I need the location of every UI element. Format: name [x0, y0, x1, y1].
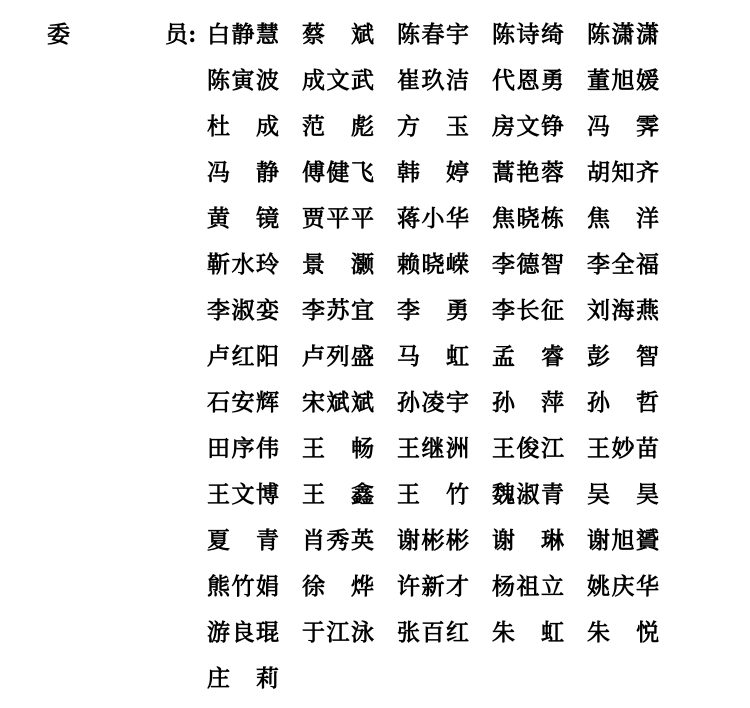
member-name: 孙 哲: [587, 389, 659, 416]
member-name: 谢 琳: [492, 527, 564, 554]
member-name: 黄 镜: [207, 205, 279, 232]
member-name: 焦晓栋: [492, 205, 564, 232]
member-name: 谢旭贇: [587, 527, 659, 554]
member-name: 刘海燕: [587, 297, 659, 324]
member-name: 陈春宇: [397, 21, 469, 48]
member-name: 徐 烨: [302, 573, 374, 600]
member-name: 肖秀英: [302, 527, 374, 554]
member-name: 马 虹: [397, 343, 469, 370]
member-name: 游良琨: [207, 619, 279, 646]
member-name: 李全福: [587, 251, 659, 278]
member-name: 夏 青: [207, 527, 279, 554]
member-name: 朱 悦: [587, 619, 659, 646]
member-name: 王 畅: [302, 435, 374, 462]
member-name: 赖晓嵘: [397, 251, 469, 278]
member-name: 冯 霁: [587, 113, 659, 140]
member-name: 卢列盛: [302, 343, 374, 370]
member-name: 蒿艳蓉: [492, 159, 564, 186]
member-name: 陈寅波: [207, 67, 279, 94]
member-name: 许新才: [397, 573, 469, 600]
member-name: 杜 成: [207, 113, 279, 140]
member-name: 石安辉: [207, 389, 279, 416]
member-name: 景 灏: [302, 251, 374, 278]
member-name: 李德智: [492, 251, 564, 278]
label-char-yuan: 员:: [165, 21, 197, 48]
member-name: 李苏宜: [302, 297, 374, 324]
member-name: 代恩勇: [492, 67, 564, 94]
member-name: 王 鑫: [302, 481, 374, 508]
member-name: 李 勇: [397, 297, 469, 324]
member-name: 成文武: [302, 67, 374, 94]
member-name: 房文铮: [492, 113, 564, 140]
member-name: 蔡 斌: [302, 21, 374, 48]
member-name: 熊竹娟: [207, 573, 279, 600]
member-name: 李长征: [492, 297, 564, 324]
member-name: 李淑娈: [207, 297, 279, 324]
member-name: 谢彬彬: [397, 527, 469, 554]
member-name: 王继洲: [397, 435, 469, 462]
member-name: 焦 洋: [587, 205, 659, 232]
member-name: 田序伟: [207, 435, 279, 462]
member-name: 庄 莉: [207, 665, 279, 692]
label-char-wei: 委: [47, 21, 70, 48]
member-name: 白静慧: [207, 21, 279, 48]
member-name: 胡知齐: [587, 159, 659, 186]
member-name: 王文博: [207, 481, 279, 508]
member-name: 崔玖洁: [397, 67, 469, 94]
member-name: 于江泳: [302, 619, 374, 646]
member-name: 靳水玲: [207, 251, 279, 278]
member-name: 彭 智: [587, 343, 659, 370]
member-name: 方 玉: [397, 113, 469, 140]
member-name: 冯 静: [207, 159, 279, 186]
member-name: 姚庆华: [587, 573, 659, 600]
member-name: 吴 昊: [587, 481, 659, 508]
member-name: 范 彪: [302, 113, 374, 140]
member-name: 孟 睿: [492, 343, 564, 370]
member-name: 王妙苗: [587, 435, 659, 462]
member-name: 贾平平: [302, 205, 374, 232]
member-name: 王 竹: [397, 481, 469, 508]
member-name: 朱 虹: [492, 619, 564, 646]
member-name: 陈潇潇: [587, 21, 659, 48]
member-name: 杨祖立: [492, 573, 564, 600]
member-name: 蒋小华: [397, 205, 469, 232]
member-name: 陈诗绮: [492, 21, 564, 48]
member-name: 傅健飞: [302, 159, 374, 186]
member-name: 孙凌宇: [397, 389, 469, 416]
member-name: 卢红阳: [207, 343, 279, 370]
member-name: 王俊江: [492, 435, 564, 462]
member-names-list: [207, 18, 682, 708]
member-name: 张百红: [397, 619, 469, 646]
member-name: 董旭媛: [587, 67, 659, 94]
member-name: 孙 萍: [492, 389, 564, 416]
member-name: 宋斌斌: [302, 389, 374, 416]
member-name: 韩 婷: [397, 159, 469, 186]
member-name: 魏淑青: [492, 481, 564, 508]
